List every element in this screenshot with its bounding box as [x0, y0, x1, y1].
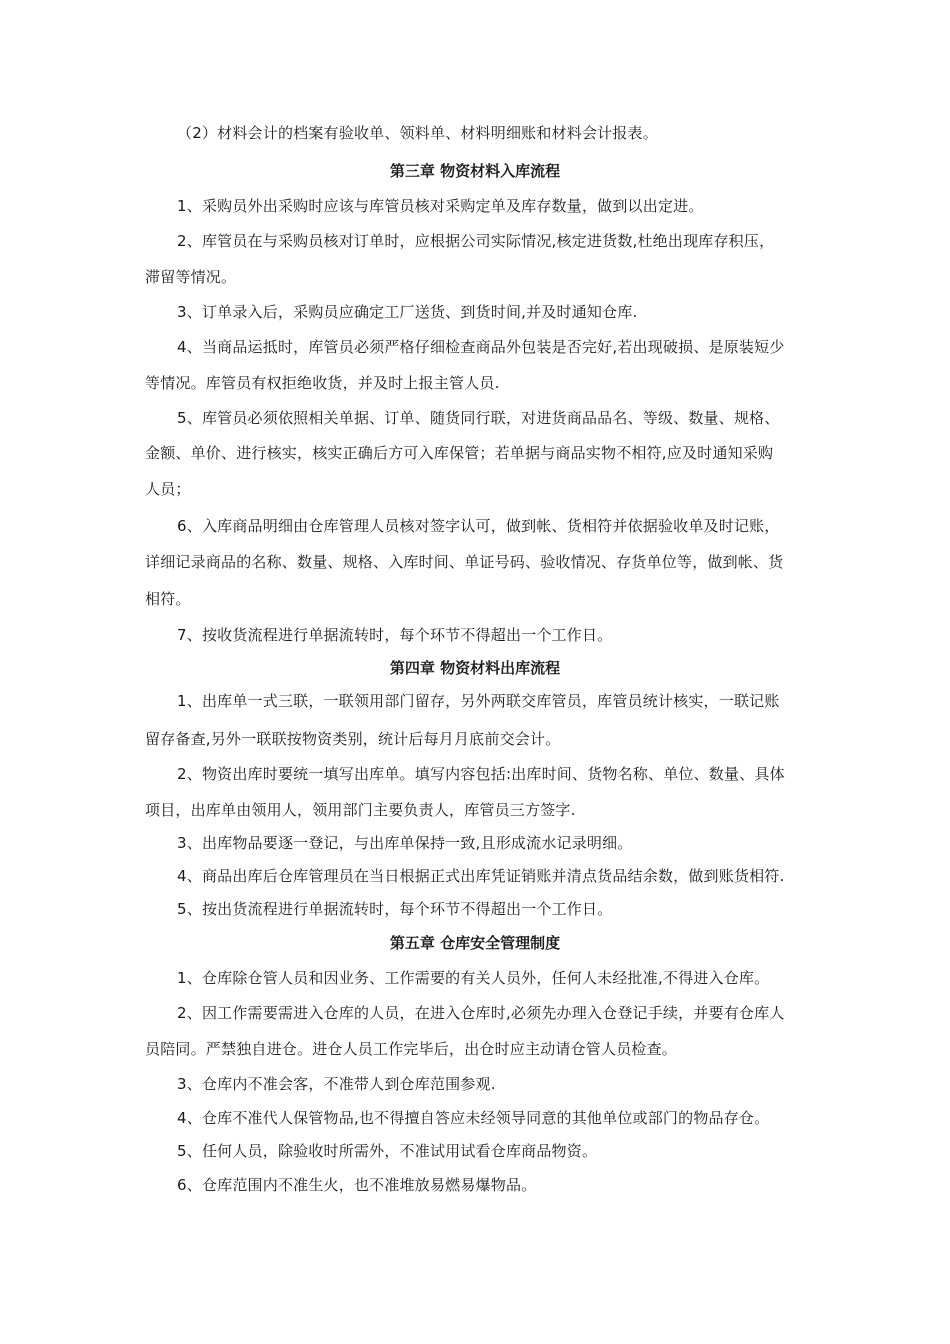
chapter-4-item-3: 3、出库物品要逐一登记，与出库单保持一致,且形成流水记录明细。	[177, 834, 633, 852]
chapter-3-item-1: 1、采购员外出采购时应该与库管员核对采购定单及库存数量，做到以出定进。	[177, 197, 704, 215]
chapter-4-item-4: 4、商品出库后仓库管理员在当日根据正式出库凭证销账并清点货品结余数，做到账货相符.	[177, 867, 785, 885]
chapter-3-item-5-line-1: 5、库管员必须依照相关单据、订单、随货同行联，对进货商品品名、等级、数量、规格、	[177, 409, 780, 427]
chapter-3-item-5-line-2: 金额、单价、进行核实，核实正确后方可入库保管；若单据与商品实物不相符,应及时通知采购	[145, 444, 774, 462]
chapter-4-item-2-line-1: 2、物资出库时要统一填写出库单。填写内容包括:出库时间、货物名称、单位、数量、具体	[177, 765, 785, 783]
chapter-4-item-1-line-2: 留存备查,另外一联联按物资类别，统计后每月月底前交会计。	[145, 730, 561, 748]
chapter-4-item-2-line-2: 项目，出库单由领用人，领用部门主要负责人，库管员三方签字.	[145, 801, 576, 819]
chapter-5-item-3: 3、仓库内不准会客，不准带人到仓库范围参观.	[177, 1075, 496, 1093]
chapter-4-item-1-line-1: 1、出库单一式三联，一联领用部门留存，另外两联交库管员，库管员统计核实，一联记账	[177, 692, 780, 710]
chapter-3-item-6-line-3: 相符。	[145, 590, 191, 608]
chapter-3-item-3: 3、订单录入后，采购员应确定工厂送货、到货时间,并及时通知仓库.	[177, 303, 638, 321]
chapter-3-item-2-line-2: 滞留等情况。	[145, 268, 237, 286]
chapter-3-title: 第三章 物资材料入库流程	[389, 162, 561, 180]
chapter-5-item-1: 1、仓库除仓管人员和因业务、工作需要的有关人员外，任何人未经批准,不得进入仓库。	[177, 969, 770, 987]
chapter-3-item-2-line-1: 2、库管员在与采购员核对订单时，应根据公司实际情况,核定进货数,杜绝出现库存积压，	[177, 232, 775, 250]
chapter-5-item-2-line-1: 2、因工作需要需进入仓库的人员，在进入仓库时,必须先办理入仓登记手续，并要有仓库人	[177, 1004, 785, 1022]
chapter-3-item-6-line-2: 详细记录商品的名称、数量、规格、入库时间、单证号码、验收情况、存货单位等，做到帐、货	[145, 553, 784, 571]
chapter-5-item-4: 4、仓库不准代人保管物品,也不得擅自答应未经领导同意的其他单位或部门的物品存仓。	[177, 1109, 770, 1127]
chapter-5-title: 第五章 仓库安全管理制度	[389, 934, 561, 952]
chapter-4-item-5: 5、按出货流程进行单据流转时，每个环节不得超出一个工作日。	[177, 900, 613, 918]
chapter-3-item-7: 7、按收货流程进行单据流转时，每个环节不得超出一个工作日。	[177, 626, 613, 644]
chapter-3-item-4-line-1: 4、当商品运抵时，库管员必须严格仔细检查商品外包装是否完好,若出现破损、是原装短少	[177, 338, 785, 356]
chapter-5-item-2-line-2: 员陪同。严禁独自进仓。进仓人员工作完毕后，出仓时应主动请仓管人员检查。	[145, 1040, 678, 1058]
paragraph-archive: （2）材料会计的档案有验收单、领料单、材料明细账和材料会计报表。	[177, 124, 658, 142]
chapter-5-item-6: 6、仓库范围内不准生火，也不准堆放易燃易爆物品。	[177, 1176, 537, 1194]
chapter-3-item-5-line-3: 人员；	[145, 480, 191, 498]
chapter-3-item-6-line-1: 6、入库商品明细由仓库管理人员核对签字认可，做到帐、货相符并依据验收单及时记账，	[177, 517, 780, 535]
chapter-3-item-4-line-2: 等情况。库管员有权拒绝收货，并及时上报主管人员.	[145, 374, 500, 392]
chapter-5-item-5: 5、任何人员，除验收时所需外，不准试用试看仓库商品物资。	[177, 1142, 598, 1160]
chapter-4-title: 第四章 物资材料出库流程	[389, 659, 561, 677]
